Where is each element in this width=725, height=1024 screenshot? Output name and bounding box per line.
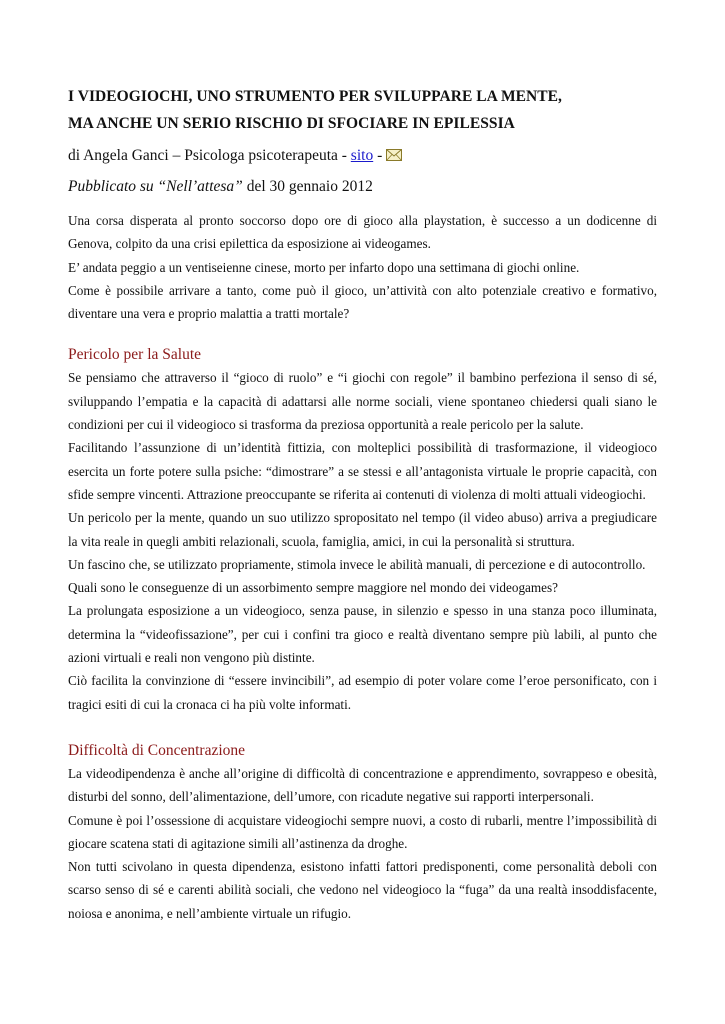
publication-date: del 30 gennaio 2012: [242, 178, 373, 195]
document-page: [68, 84, 657, 925]
section-paragraph: La prolungata esposizione a un videogioco, senza pause, in silenzio e spesso in una stanza poco illuminata, determina la “videofissazione”, per cui i confini tra gioco e realtà diventano sempre più labili, al punto che azioni virtuali e reali non vengono più distinte.: [68, 603, 657, 666]
section-paragraph: Non tutti scivolano in questa dipendenza, esistono infatti fattori predisponenti, come personalità deboli con scarso senso di sé e carenti abilità sociali, che vedono nel videogioco la “fuga” da una realtà insoddisfacente, noiosa e anonima, e nell’ambiente virtuale un rifugio.: [68, 859, 657, 921]
section-paragraph: Comune è poi l’ossessione di acquistare videogiochi sempre nuovi, a costo di rubarli, mentre l’impossibilità di giocare scatena stati di agitazione simili all’astinenza da droghe.: [68, 812, 657, 851]
section-paragraph: La videodipendenza è anche all’origine di difficoltà di concentrazione e apprendimento, sovrappeso e obesità, disturbi del sonno, dell’alimentazione, dell’umore, con ricadute negative sui rapporti interpersonali.: [68, 765, 657, 805]
publication-source: Pubblicato su “Nell’attesa”: [68, 178, 243, 195]
section-paragraph: Un pericolo per la mente, quando un suo utilizzo spropositato nel tempo (il video abuso) arriva a pregiudicare la vita reale in quegli ambiti relazionali, scuola, famiglia, amici, in cui la personalità si struttura.: [68, 510, 657, 549]
section-body-concentrazione: [68, 762, 657, 925]
intro-paragraph: Una corsa disperata al pronto soccorso dopo ore di gioco alla playstation, è successo a un dodicenne di Genova, colpito da una crisi epilettica da esposizione ai videogames.: [68, 213, 657, 252]
site-link[interactable]: sito: [350, 147, 374, 164]
publication-info: [68, 176, 657, 198]
section-heading-concentrazione: Difficoltà di Concentrazione: [68, 741, 246, 759]
section-paragraph: Un fascino che, se utilizzato propriamente, stimola invece le abilità manuali, di percezione e di autocontrollo.: [68, 556, 646, 572]
section-paragraph: Se pensiamo che attraverso il “gioco di ruolo” e “i giochi con regole” il bambino perfeziona il senso di sé, sviluppando l’empatia e la capacità di adattarsi alle norme sociali, viene spontaneo chiedersi quali siano le condizioni per cui il videogioco si trasforma da preziosa opportunità a reale pericolo per la salute.: [68, 370, 657, 433]
envelope-icon[interactable]: [386, 146, 402, 158]
section-paragraph: Ciò facilita la convinzione di “essere invincibili”, ad esempio di poter volare come l’eroe personificato, con i tragici esiti di cui la cronaca ci ha più volte informati.: [68, 673, 657, 712]
intro-paragraph: Come è possibile arrivare a tanto, come può il gioco, un’attività con alto potenziale creativo e formativo, diventare una vera e proprio malattia a tratti mortale?: [68, 282, 657, 322]
section-paragraph: Facilitando l’assunzione di un’identità fittizia, con molteplici possibilità di trasformazione, il videogioco esercita un forte potere sulla psiche: “dimostrare” a se stessi e all’antagonista virtuale le proprie capacità, con sfide sempre vincenti. Attrazione preoccupante se riferita ai contenuti di violenza di molti attuali videogiochi.: [68, 440, 657, 502]
article-title-line-1: I VIDEOGIOCHI, UNO STRUMENTO PER SVILUPPARE LA MENTE,: [68, 88, 562, 105]
section-body-salute: [68, 366, 657, 715]
intro-text: [68, 209, 657, 325]
byline-author: di Angela Ganci – Psicologa psicoterapeuta -: [68, 147, 351, 164]
article-title-line-2: MA ANCHE UN SERIO RISCHIO DI SFOCIARE IN EPILESSIA: [68, 115, 515, 132]
byline-separator: -: [373, 147, 387, 164]
intro-paragraph: E’ andata peggio a un ventiseienne cinese, morto per infarto dopo una settimana di giochi online.: [68, 259, 580, 275]
section-paragraph: Quali sono le conseguenze di un assorbimento sempre maggiore nel mondo dei videogames?: [68, 580, 559, 596]
byline: [68, 145, 657, 167]
section-heading-salute: Pericolo per la Salute: [68, 346, 201, 364]
